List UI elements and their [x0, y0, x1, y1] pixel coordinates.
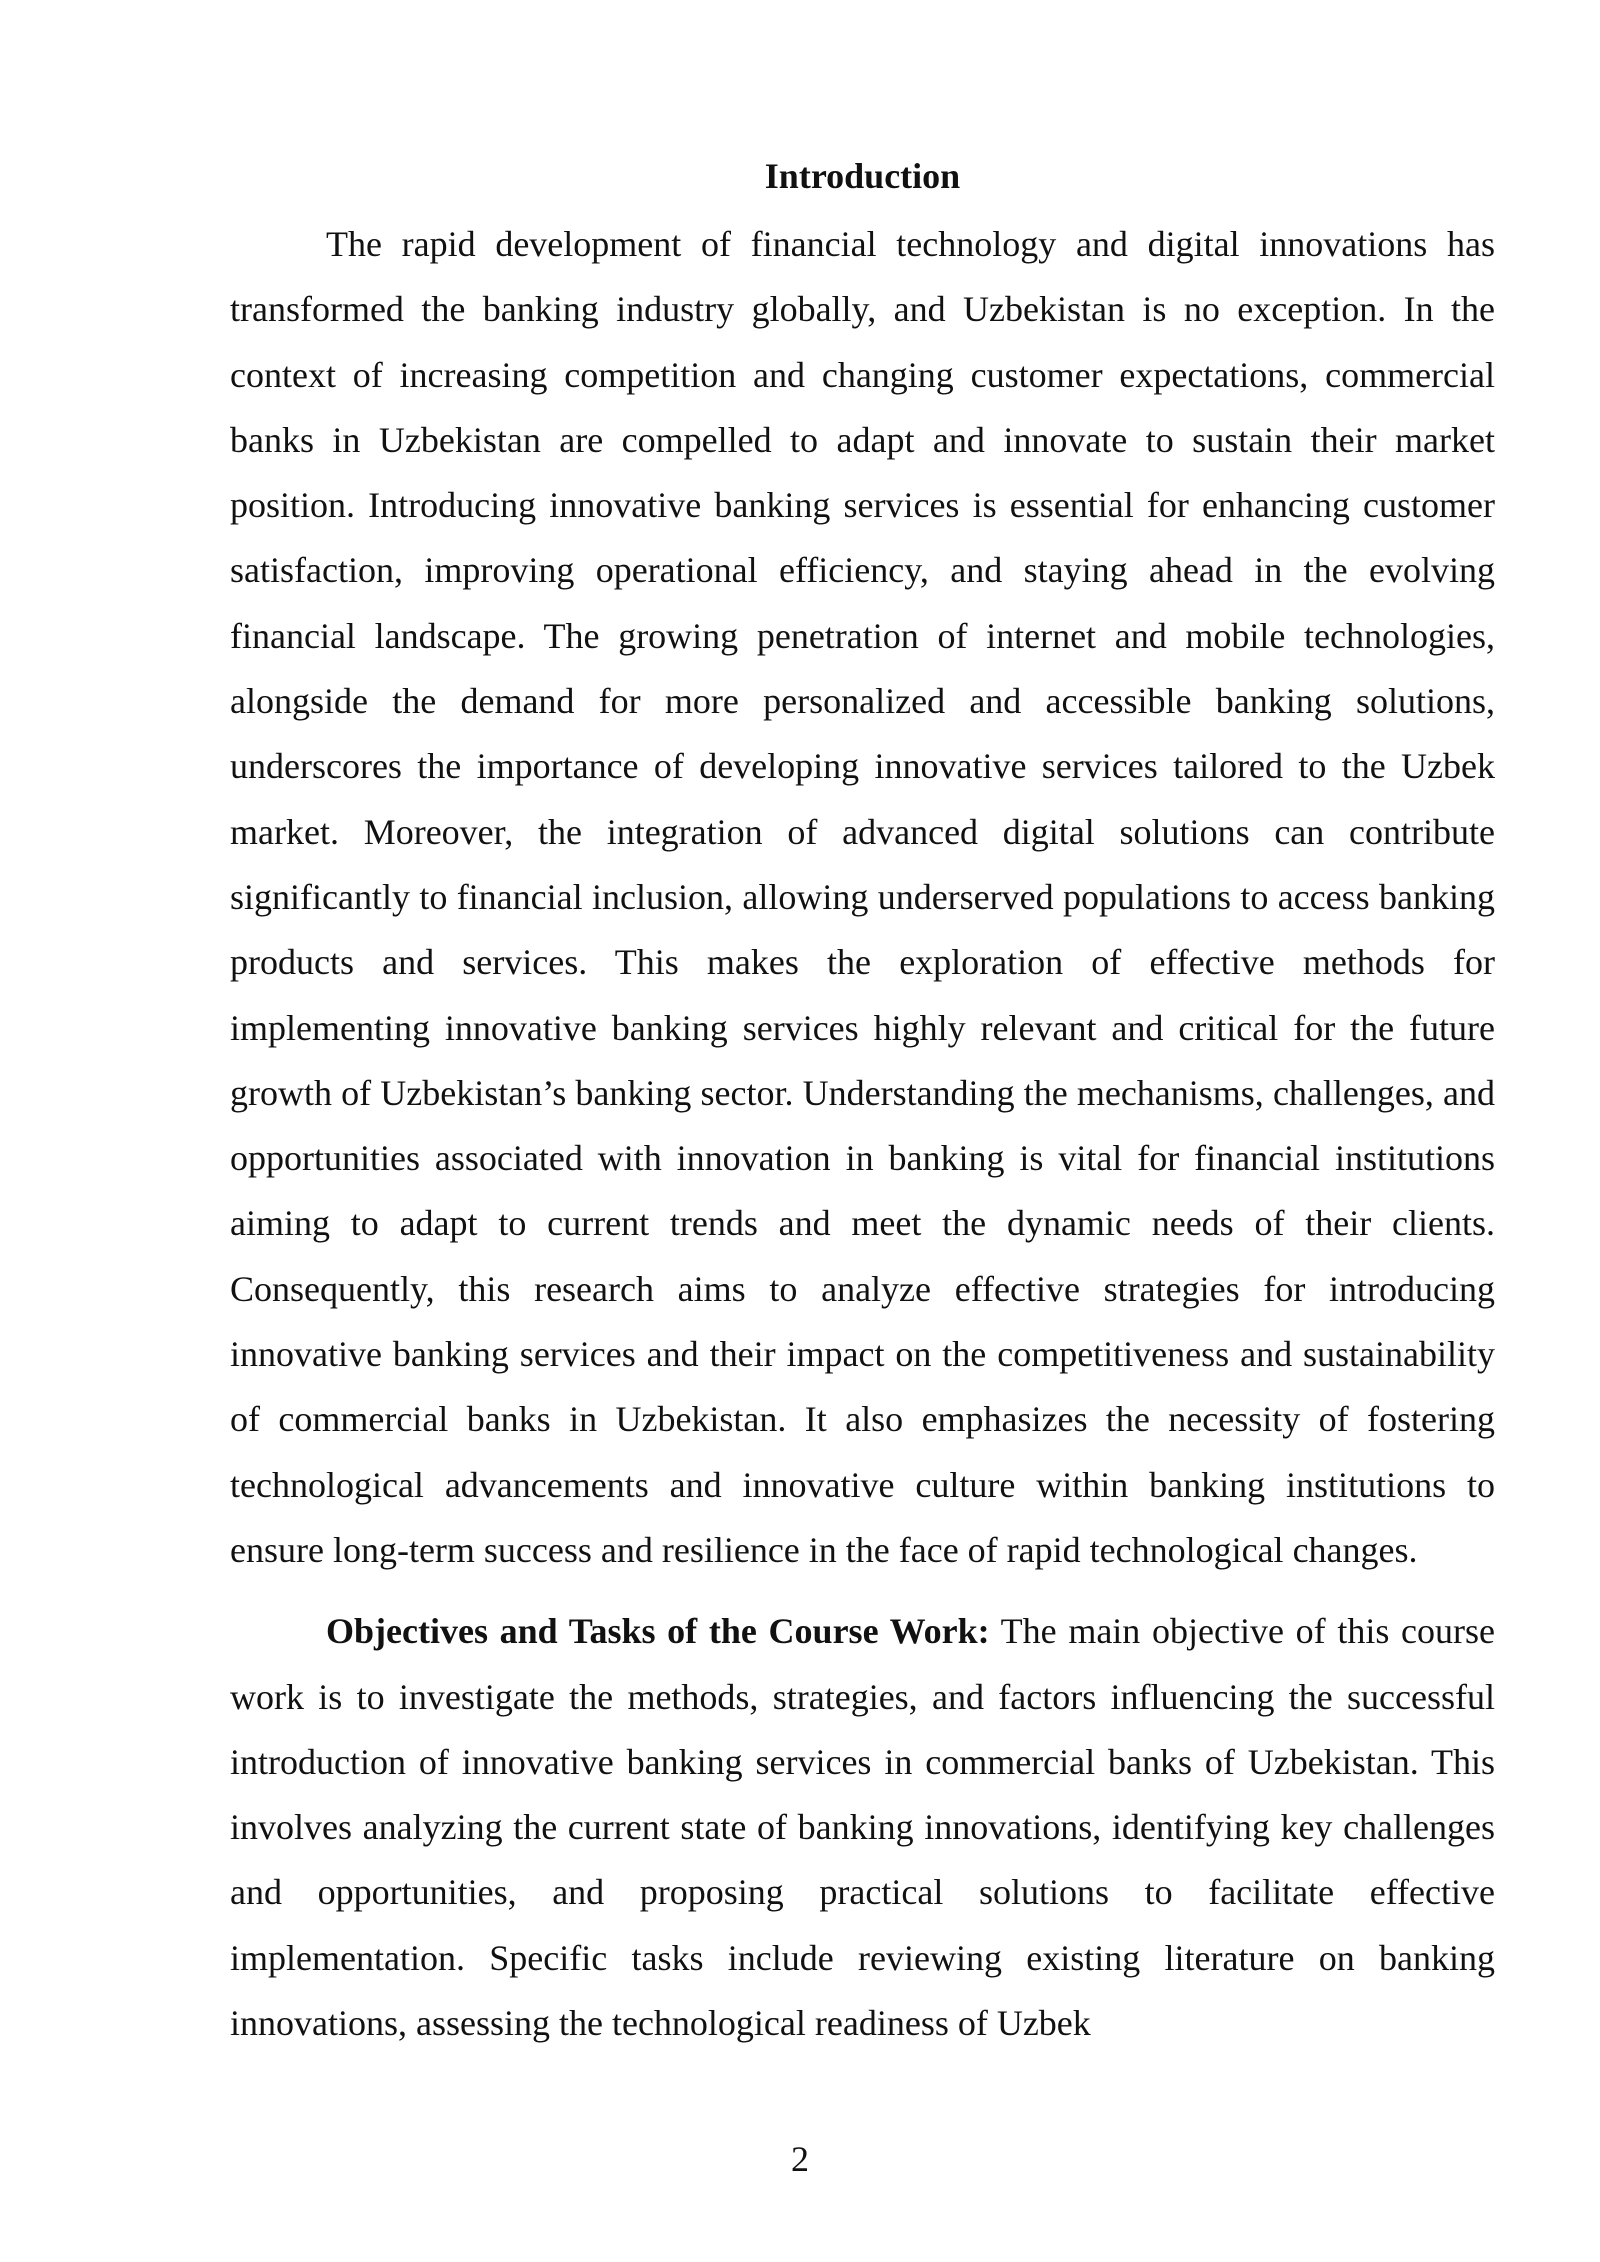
- section-heading: Introduction: [764, 156, 961, 196]
- page-content: [230, 150, 1495, 2056]
- paragraph-objectives-text: The main objective of this course work is to investigate the methods, strategies, and factors influencing the successful introduction of innovative banking services in commercial banks of Uzbekistan. This involves analyzing the current state of banking innovations, identifying key challenges and opportunities, and proposing practical solutions to facilitate effective implementation. Specific tasks include reviewing existing literature on banking innovations, assessing the technological readiness of Uzbek: [230, 1611, 1496, 2044]
- paragraph-introduction-text: The rapid development of financial technology and digital innovations has transformed the banking industry globally, and Uzbekistan is no exception. In the context of increasing competition and changing customer expectations, commercial banks in Uzbekistan are compelled to adapt and innovate to sustain their market position. Introducing innovative banking services is essential for enhancing customer satisfaction, improving operational efficiency, and staying ahead in the evolving financial landscape. The growing penetration of internet and mobile technologies, alongside the demand for more personalized and accessible banking solutions, underscores the importance of developing innovative services tailored to the Uzbek market. Moreover, the integration of advanced digital solutions can contribute significantly to financial inclusion, allowing underserved populations to access banking products and services. This makes the exploration of effective methods for implementing innovative banking services highly relevant and critical for the future growth of Uzbekistan’s banking sector. Understanding the mechanisms, challenges, and opportunities associated with innovation in banking is vital for financial institutions aiming to adapt to current trends and meet the dynamic needs of their clients. Consequently, this research aims to analyze effective strategies for introducing innovative banking services and their impact on the competitiveness and sustainability of commercial banks in Uzbekistan. It also emphasizes the necessity of fostering technological advancements and innovative culture within banking institutions to ensure long-term success and resilience in the face of rapid technological changes.: [230, 224, 1495, 1570]
- page-number: 2: [791, 2139, 809, 2179]
- paragraph-introduction: [230, 212, 1495, 1583]
- paragraph-objectives: [230, 1599, 1495, 2056]
- paragraph-objectives-lead: Objectives and Tasks of the Course Work:: [326, 1611, 990, 1652]
